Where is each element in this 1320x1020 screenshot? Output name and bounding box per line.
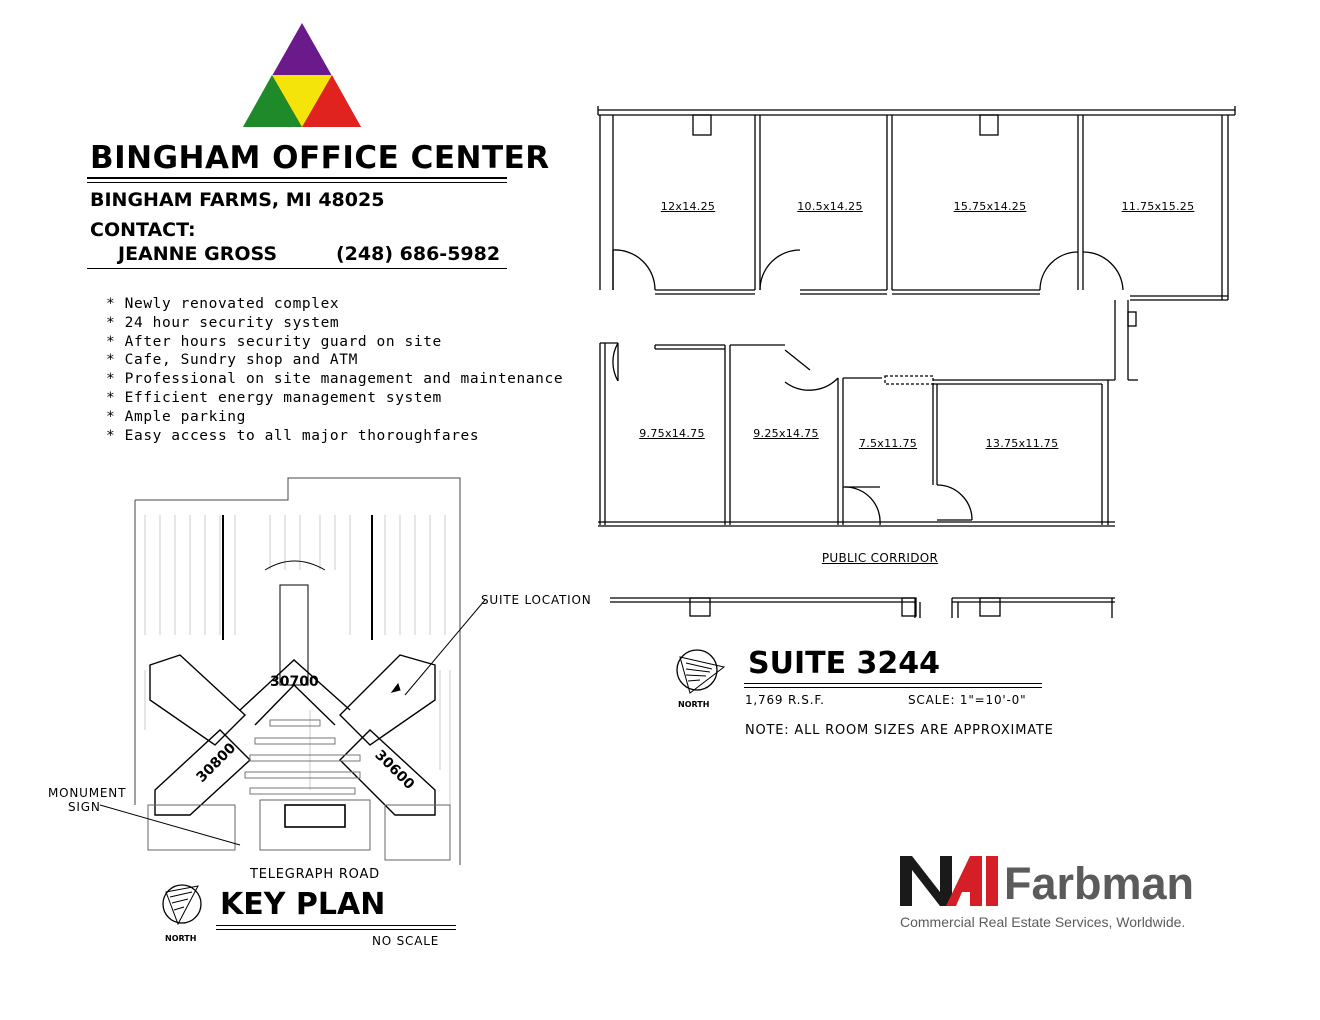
title-rule-thin (87, 182, 507, 183)
brand-tagline: Commercial Real Estate Services, Worldwide. (900, 914, 1186, 930)
suite-title: SUITE 3244 (748, 646, 941, 681)
key-plan-rule (216, 925, 456, 926)
road-label: TELEGRAPH ROAD (250, 867, 380, 882)
key-plan-site (40, 470, 620, 890)
page-title: BINGHAM OFFICE CENTER (90, 140, 550, 176)
suite-location-label: SUITE LOCATION (481, 593, 592, 607)
feature-item: * Ample parking (106, 408, 246, 425)
building-30800: 30800 (193, 740, 240, 786)
building-30700: 30700 (270, 674, 319, 690)
room-label: 7.5x11.75 (858, 437, 918, 450)
contact-label: CONTACT: (90, 219, 196, 241)
suite-scale: SCALE: 1"=10'-0" (908, 693, 1027, 707)
key-plan-title: KEY PLAN (220, 887, 386, 922)
feature-item: * Professional on site management and maintenance (106, 371, 564, 388)
size-note: NOTE: ALL ROOM SIZES ARE APPROXIMATE (745, 723, 1054, 738)
room-label: 11.75x15.25 (1121, 200, 1195, 213)
title-rule (87, 177, 507, 179)
feature-item: * 24 hour security system (106, 314, 340, 331)
corridor-label: PUBLIC CORRIDOR (821, 551, 939, 565)
north-label: NORTH (165, 934, 197, 943)
room-label: 10.5x14.25 (797, 200, 863, 213)
nai-logo-icon (900, 852, 1000, 908)
city-line: BINGHAM FARMS, MI 48025 (90, 189, 385, 211)
suite-area: 1,769 R.S.F. (745, 693, 825, 707)
monument-label: MONUMENT (48, 786, 127, 800)
feature-item: * Efficient energy management system (106, 389, 442, 406)
feature-item: * Easy access to all major thoroughfares (106, 427, 480, 444)
contact-rule (87, 268, 507, 269)
key-plan-rule-thin (216, 929, 456, 930)
triangle-logo (240, 20, 365, 130)
room-label: 9.25x14.75 (753, 427, 819, 440)
feature-item: * After hours security guard on site (106, 333, 442, 350)
north-label: NORTH (678, 700, 710, 709)
suite-rule (744, 683, 1042, 684)
brand-name: Farbman (1004, 858, 1195, 909)
contact-name: JEANNE GROSS (118, 243, 278, 265)
suite-rule-thin (744, 687, 1042, 688)
room-label: 9.75x14.75 (639, 427, 705, 440)
feature-item: * Newly renovated complex (106, 296, 340, 312)
north-arrow-icon (672, 645, 732, 695)
room-label: 15.75x14.25 (953, 200, 1027, 213)
contact-phone: (248) 686-5982 (336, 243, 501, 265)
room-label: 13.75x11.75 (985, 437, 1059, 450)
key-plan-scale: NO SCALE (372, 934, 440, 948)
north-arrow-icon (158, 882, 208, 932)
building-30600: 30600 (371, 747, 418, 793)
sign-label: SIGN (68, 800, 101, 814)
room-label: 12x14.25 (660, 200, 716, 213)
feature-item: * Cafe, Sundry shop and ATM (106, 352, 358, 369)
feature-list (106, 295, 563, 445)
